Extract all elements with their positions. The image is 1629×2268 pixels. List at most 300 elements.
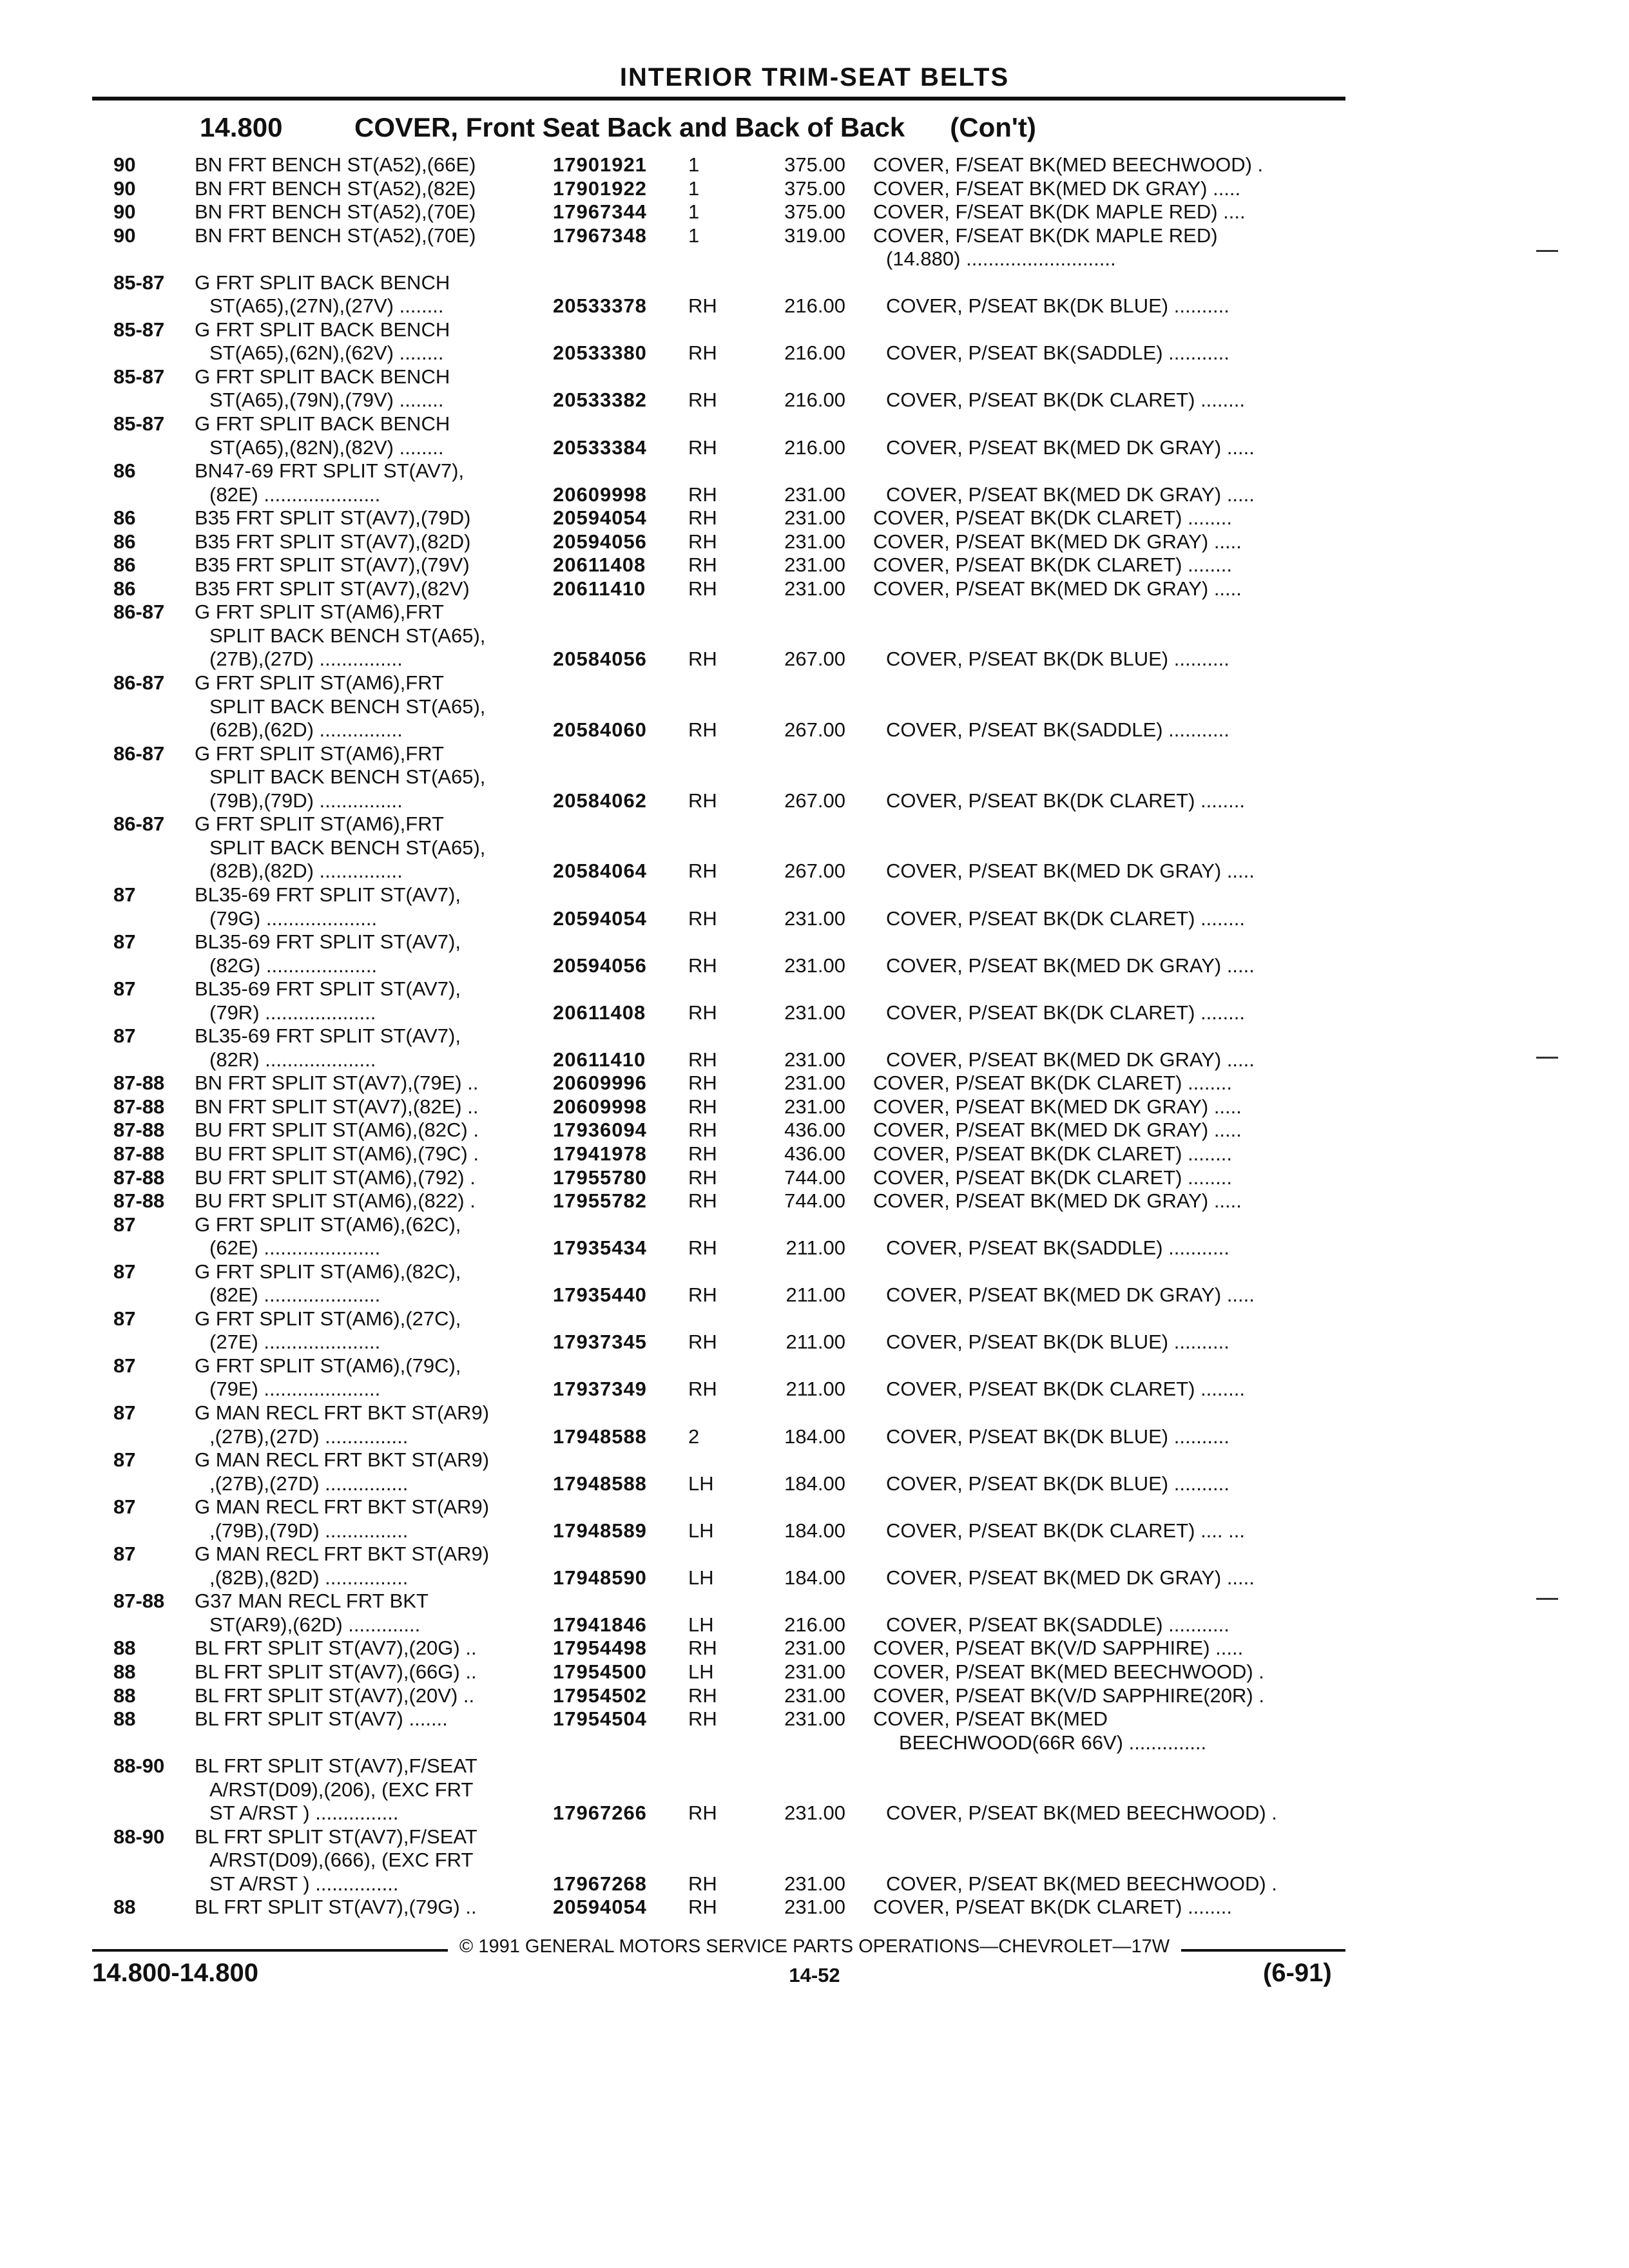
description: (62B),(62D) ............... [209,718,403,742]
model-year: 87 [113,1401,136,1424]
description: (82R) .................... [209,1048,376,1071]
quantity: RH [688,530,717,553]
margin-tick [1536,1598,1558,1600]
price: 231.00 [784,1637,845,1660]
quantity: RH [688,1684,717,1707]
description: SPLIT BACK BENCH ST(A65), [209,765,486,789]
part-number: 17967348 [553,224,647,247]
table-row [0,389,1629,412]
table-row [0,577,1629,601]
price: 231.00 [784,1707,845,1731]
part-name: COVER, P/SEAT BK(DK CLARET) ........ [873,1896,1232,1919]
part-number: 17941846 [553,1613,647,1636]
description: BU FRT SPLIT ST(AM6),(82C) . [195,1119,479,1142]
quantity: RH [688,294,717,318]
description: (82E) ..................... [209,1283,381,1307]
model-year: 87 [113,1213,136,1236]
model-year: 88 [113,1684,136,1707]
part-number: 20611410 [553,577,646,600]
table-row [0,247,1629,271]
description: BL FRT SPLIT ST(AV7),F/SEAT [195,1825,477,1848]
quantity: RH [688,553,717,577]
description: (27B),(27D) ............... [209,648,403,671]
table-row [0,1825,1629,1849]
part-name: COVER, P/SEAT BK(DK CLARET) .... ... [886,1519,1245,1542]
description: ,(82B),(82D) ............... [209,1566,409,1589]
section-continued: (Con't) [950,112,1036,142]
part-number: 20609996 [553,1072,647,1095]
price: 267.00 [784,718,845,742]
table-row [0,1637,1629,1660]
table-row [0,930,1629,954]
quantity: RH [688,506,717,530]
page-number: 14-52 [789,1964,840,1986]
description: BL FRT SPLIT ST(AV7),(79G) .. [195,1896,477,1919]
quantity: RH [688,1189,717,1213]
quantity: RH [688,907,717,930]
part-number: 17948590 [553,1566,647,1589]
part-name: COVER, P/SEAT BK(MED BEECHWOOD) . [886,1802,1277,1825]
description: G MAN RECL FRT BKT ST(AR9) [195,1495,490,1519]
quantity: RH [688,577,717,600]
model-year: 88-90 [113,1754,165,1778]
part-name: COVER, P/SEAT BK(DK CLARET) ........ [886,389,1245,412]
description: BL35-69 FRT SPLIT ST(AV7), [195,977,461,1001]
description: (82B),(82D) ............... [209,860,403,883]
table-row [0,1189,1629,1213]
part-name: COVER, P/SEAT BK(V/D SAPPHIRE(20R) . [873,1684,1264,1707]
price: 231.00 [784,907,845,930]
quantity: RH [688,1802,717,1825]
quantity: RH [688,436,717,459]
table-row [0,1519,1629,1543]
part-name: COVER, P/SEAT BK(MED DK GRAY) ..... [873,577,1242,600]
part-name: COVER, P/SEAT BK(MED DK GRAY) ..... [886,436,1255,459]
quantity: RH [688,341,717,365]
part-number: 20533382 [553,389,647,412]
margin-tick [1536,250,1558,252]
description: G FRT SPLIT BACK BENCH [195,412,450,436]
table-row [0,1166,1629,1190]
part-name: COVER, P/SEAT BK(MED DK GRAY) ..... [886,860,1255,883]
model-year: 90 [113,177,136,200]
table-row [0,671,1629,695]
table-row [0,718,1629,742]
part-name: COVER, F/SEAT BK(DK MAPLE RED) [873,224,1218,247]
price: 267.00 [784,648,845,671]
description: ST(A65),(27N),(27V) ........ [209,294,444,318]
quantity: RH [688,1095,717,1118]
model-year: 87 [113,1354,136,1377]
part-number: 20594056 [553,530,647,553]
model-year: 86 [113,506,136,530]
table-row [0,1684,1629,1708]
table-row [0,412,1629,436]
description: ST A/RST ) ............... [209,1872,399,1895]
part-number: 20609998 [553,483,647,506]
table-row [0,153,1629,177]
model-year: 86-87 [113,601,165,624]
part-number: 20609998 [553,1095,647,1118]
model-year: 90 [113,153,136,176]
price: 436.00 [784,1119,845,1142]
table-row [0,1590,1629,1613]
copyright [0,1936,1629,1957]
part-number: 17967344 [553,200,647,224]
description: G MAN RECL FRT BKT ST(AR9) [195,1401,490,1424]
part-name: COVER, P/SEAT BK(DK CLARET) ........ [873,553,1232,577]
model-year: 86 [113,553,136,577]
part-number: 20611408 [553,553,646,577]
part-name: COVER, P/SEAT BK(V/D SAPPHIRE) ..... [873,1637,1244,1660]
part-name: COVER, P/SEAT BK(MED DK GRAY) ..... [886,483,1255,506]
part-name: COVER, P/SEAT BK(DK BLUE) .......... [886,1331,1229,1354]
description: BL FRT SPLIT ST(AV7),(20G) .. [195,1637,477,1660]
price: 231.00 [784,1072,845,1095]
description: BL FRT SPLIT ST(AV7),(20V) .. [195,1684,475,1707]
quantity: RH [688,1166,717,1189]
part-name: COVER, P/SEAT BK(MED DK GRAY) ..... [886,1283,1255,1307]
table-row [0,459,1629,483]
description: ,(79B),(79D) ............... [209,1519,409,1542]
quantity: RH [688,1072,717,1095]
price: 231.00 [784,1684,845,1707]
table-row [0,224,1629,248]
part-number: 20533380 [553,341,647,365]
part-number: 17955780 [553,1166,647,1189]
part-name: COVER, P/SEAT BK(SADDLE) ........... [886,1613,1229,1636]
part-number: 17936094 [553,1119,647,1142]
description: ,(27B),(27D) ............... [209,1425,409,1448]
price: 267.00 [784,789,845,812]
table-row [0,695,1629,719]
description: ,(27B),(27D) ............... [209,1472,409,1495]
model-year: 87-88 [113,1072,165,1095]
part-number: 20611408 [553,1001,646,1024]
part-number: 17955782 [553,1189,647,1213]
footer-date: (6-91) [1263,1959,1332,1987]
part-number: 20594054 [553,1896,647,1919]
section-title [200,112,1036,143]
part-number: 20594054 [553,907,647,930]
model-year: 86-87 [113,812,165,836]
description: ST(A65),(82N),(82V) ........ [209,436,444,459]
table-row [0,1754,1629,1778]
part-name: COVER, P/SEAT BK(DK CLARET) ........ [886,1001,1245,1024]
model-year: 86-87 [113,671,165,695]
part-name: COVER, P/SEAT BK(SADDLE) ........... [886,341,1229,365]
description: SPLIT BACK BENCH ST(A65), [209,836,486,859]
table-row [0,1119,1629,1142]
part-name: COVER, P/SEAT BK(DK CLARET) ........ [873,1166,1232,1189]
model-year: 88-90 [113,1825,165,1848]
model-year: 87 [113,1495,136,1519]
table-row [0,341,1629,365]
table-row [0,1566,1629,1590]
part-number: 17941978 [553,1142,647,1165]
price: 216.00 [784,389,845,412]
table-row [0,1260,1629,1284]
description: BL35-69 FRT SPLIT ST(AV7), [195,1024,461,1048]
part-name: COVER, P/SEAT BK(DK BLUE) .......... [886,1425,1229,1448]
model-year: 88 [113,1637,136,1660]
model-year: 85-87 [113,318,165,341]
description: ST(A65),(62N),(62V) ........ [209,341,444,365]
price: 375.00 [784,177,845,200]
model-year: 87-88 [113,1166,165,1189]
description: SPLIT BACK BENCH ST(A65), [209,695,486,718]
price: 211.00 [786,1331,845,1354]
table-row [0,506,1629,530]
part-number: 20533378 [553,294,647,318]
price: 231.00 [784,577,845,600]
description: G FRT SPLIT BACK BENCH [195,271,450,294]
table-row [0,1401,1629,1425]
quantity: RH [688,1331,717,1354]
table-row [0,765,1629,789]
table-row [0,483,1629,507]
table-row [0,1236,1629,1260]
description: G FRT SPLIT BACK BENCH [195,318,450,341]
description: BL FRT SPLIT ST(AV7),(66G) .. [195,1660,477,1683]
description: BL35-69 FRT SPLIT ST(AV7), [195,883,461,906]
part-name: COVER, P/SEAT BK(MED DK GRAY) ..... [873,530,1242,553]
model-year: 88 [113,1707,136,1731]
description: B35 FRT SPLIT ST(AV7),(82V) [195,577,470,600]
price: 231.00 [784,954,845,977]
part-name: COVER, P/SEAT BK(MED DK GRAY) ..... [873,1095,1242,1118]
part-number: 20584056 [553,648,647,671]
part-name: BEECHWOOD(66R 66V) .............. [899,1731,1207,1754]
table-row [0,294,1629,318]
table-row [0,1095,1629,1119]
page-header: INTERIOR TRIM-SEAT BELTS [619,63,1010,91]
table-row [0,648,1629,671]
table-row [0,1048,1629,1072]
table-row [0,1660,1629,1684]
part-name: COVER, P/SEAT BK(DK CLARET) ........ [886,789,1245,812]
quantity: RH [688,1119,717,1142]
table-row [0,601,1629,624]
table-row [0,530,1629,554]
table-row [0,1872,1629,1896]
part-name: COVER, P/SEAT BK(DK CLARET) ........ [873,1142,1232,1165]
quantity: RH [688,1001,717,1024]
table-row [0,1495,1629,1519]
price: 231.00 [784,1048,845,1071]
description: (82G) .................... [209,954,378,977]
description: G FRT SPLIT ST(AM6),(62C), [195,1213,461,1236]
section-name: COVER, Front Seat Back and Back of Back [354,112,905,142]
price: 744.00 [784,1166,845,1189]
price: 231.00 [784,1872,845,1895]
table-row [0,1849,1629,1872]
price: 231.00 [784,1001,845,1024]
model-year: 87 [113,1448,136,1472]
part-name: COVER, P/SEAT BK(MED DK GRAY) ..... [873,1189,1242,1213]
model-year: 87 [113,1024,136,1048]
table-row [0,1802,1629,1825]
description: BU FRT SPLIT ST(AM6),(79C) . [195,1142,479,1165]
description: BN47-69 FRT SPLIT ST(AV7), [195,459,465,483]
quantity: 1 [688,153,700,176]
quantity: RH [688,1707,717,1731]
part-number: 17948589 [553,1519,647,1542]
part-number: 17954504 [553,1707,647,1731]
part-name: COVER, P/SEAT BK(DK CLARET) ........ [873,506,1232,530]
table-row [0,1778,1629,1802]
model-year: 87-88 [113,1119,165,1142]
model-year: 86 [113,459,136,483]
table-row [0,1072,1629,1095]
description: (79B),(79D) ............... [209,789,403,812]
table-row [0,365,1629,389]
description: BL35-69 FRT SPLIT ST(AV7), [195,930,461,954]
part-name: COVER, P/SEAT BK(MED BEECHWOOD) . [873,1660,1264,1683]
table-row [0,271,1629,295]
model-year: 87-88 [113,1095,165,1118]
table-row [0,977,1629,1001]
table-row [0,860,1629,883]
price: 744.00 [784,1189,845,1213]
quantity: RH [688,483,717,506]
description: B35 FRT SPLIT ST(AV7),(82D) [195,530,471,553]
price: 211.00 [786,1236,845,1260]
model-year: 86 [113,530,136,553]
table-row [0,883,1629,907]
part-number: 17948588 [553,1472,647,1495]
model-year: 85-87 [113,365,165,388]
model-year: 90 [113,224,136,247]
price: 211.00 [786,1378,845,1401]
part-name: COVER, F/SEAT BK(DK MAPLE RED) .... [873,200,1246,224]
price: 231.00 [784,1802,845,1825]
description: G FRT SPLIT ST(AM6),(27C), [195,1307,461,1330]
part-name: (14.880) ........................... [886,247,1116,271]
price: 184.00 [784,1425,845,1448]
table-row [0,789,1629,813]
description: BN FRT SPLIT ST(AV7),(79E) .. [195,1072,479,1095]
table-row [0,1142,1629,1166]
description: BL FRT SPLIT ST(AV7) ....... [195,1707,448,1731]
description: BU FRT SPLIT ST(AM6),(822) . [195,1189,476,1213]
table-row [0,836,1629,860]
section-number: 14.800 [200,112,283,142]
description: G FRT SPLIT ST(AM6),FRT [195,671,444,695]
model-year: 87 [113,1307,136,1330]
part-name: COVER, P/SEAT BK(MED [873,1707,1108,1731]
table-row [0,1542,1629,1566]
part-name: COVER, P/SEAT BK(DK BLUE) .......... [886,294,1229,318]
part-number: 17954498 [553,1637,647,1660]
price: 267.00 [784,860,845,883]
description: BU FRT SPLIT ST(AM6),(792) . [195,1166,476,1189]
part-number: 20584060 [553,718,647,742]
model-year: 87 [113,930,136,954]
price: 231.00 [784,1660,845,1683]
margin-tick [1536,1057,1558,1059]
price: 231.00 [784,483,845,506]
model-year: 86 [113,577,136,600]
table-row [0,1024,1629,1048]
description: SPLIT BACK BENCH ST(A65), [209,624,486,647]
description: G FRT SPLIT ST(AM6),FRT [195,742,444,765]
table-row [0,1448,1629,1472]
description: BN FRT BENCH ST(A52),(70E) [195,200,476,224]
model-year: 87 [113,883,136,906]
part-number: 17954502 [553,1684,647,1707]
table-row [0,624,1629,648]
quantity: 1 [688,224,700,247]
table-row [0,1707,1629,1731]
description: ST A/RST ) ............... [209,1802,399,1825]
part-name: COVER, P/SEAT BK(MED DK GRAY) ..... [886,1048,1255,1071]
quantity: RH [688,389,717,412]
description: (79E) ..................... [209,1378,381,1401]
part-number: 17937349 [553,1378,647,1401]
table-row [0,200,1629,224]
model-year: 87-88 [113,1189,165,1213]
description: G FRT SPLIT ST(AM6),(79C), [195,1354,461,1377]
quantity: 1 [688,177,700,200]
description: ST(A65),(79N),(79V) ........ [209,389,444,412]
quantity: LH [688,1519,714,1542]
quantity: RH [688,1048,717,1071]
description: (82E) ..................... [209,483,381,506]
model-year: 87-88 [113,1590,165,1613]
description: G FRT SPLIT ST(AM6),(82C), [195,1260,461,1283]
part-number: 20594054 [553,506,647,530]
price: 231.00 [784,553,845,577]
model-year: 85-87 [113,412,165,436]
table-row [0,1001,1629,1025]
part-name: COVER, P/SEAT BK(SADDLE) ........... [886,1236,1229,1260]
part-name: COVER, P/SEAT BK(MED DK GRAY) ..... [873,1119,1242,1142]
description: (27E) ..................... [209,1331,381,1354]
price: 211.00 [786,1283,845,1307]
quantity: RH [688,718,717,742]
quantity: LH [688,1660,714,1683]
price: 436.00 [784,1142,845,1165]
table-row [0,177,1629,201]
part-number: 17901922 [553,177,647,200]
description: B35 FRT SPLIT ST(AV7),(79D) [195,506,471,530]
model-year: 87 [113,977,136,1001]
quantity: RH [688,1378,717,1401]
description: G FRT SPLIT BACK BENCH [195,365,450,388]
quantity: RH [688,1896,717,1919]
part-name: COVER, P/SEAT BK(DK CLARET) ........ [886,907,1245,930]
price: 231.00 [784,1896,845,1919]
model-year: 85-87 [113,271,165,294]
description: BN FRT BENCH ST(A52),(70E) [195,224,476,247]
quantity: 1 [688,200,700,224]
quantity: RH [688,860,717,883]
quantity: 2 [688,1425,700,1448]
part-number: 20584062 [553,789,647,812]
description: BN FRT BENCH ST(A52),(82E) [195,177,476,200]
table-row [0,907,1629,931]
quantity: RH [688,1236,717,1260]
price: 216.00 [784,1613,845,1636]
table-row [0,1213,1629,1237]
table-row [0,1283,1629,1307]
quantity: LH [688,1613,714,1636]
copyright-text: © 1991 GENERAL MOTORS SERVICE PARTS OPERATIONS—CHEVROLET—17W [448,1936,1181,1957]
quantity: RH [688,1872,717,1895]
price: 319.00 [784,224,845,247]
quantity: LH [688,1566,714,1589]
